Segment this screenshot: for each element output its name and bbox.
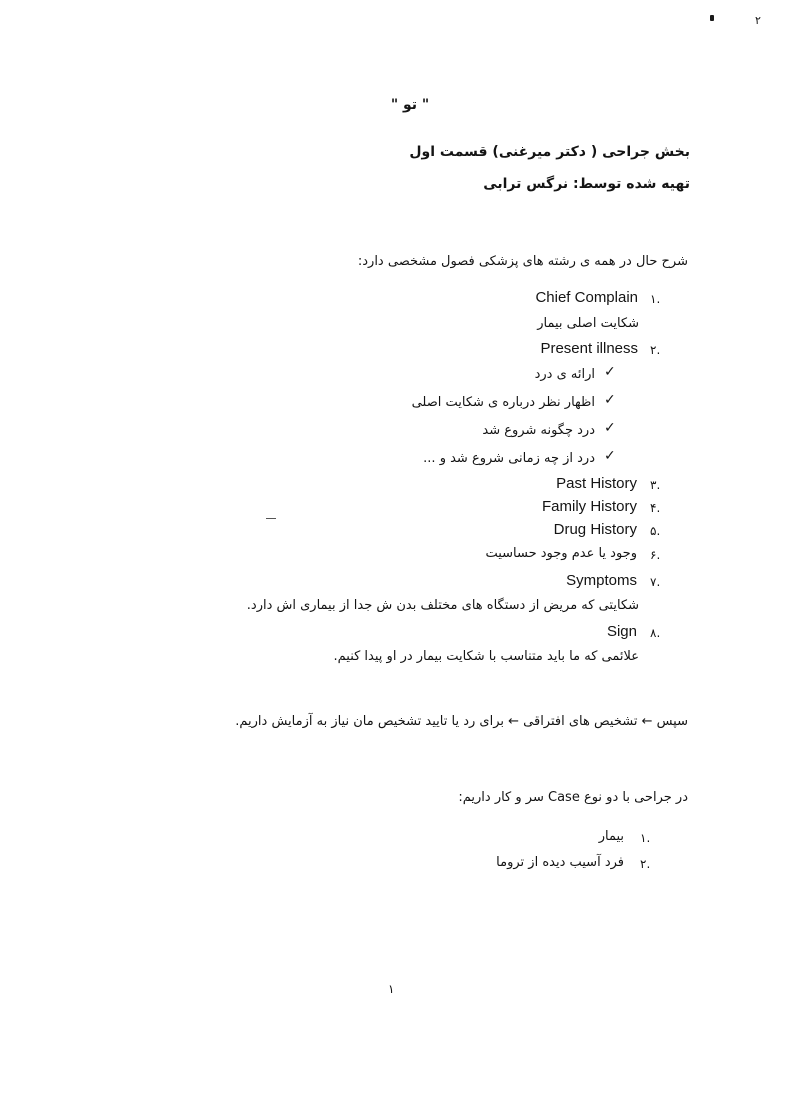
- case-item-text: بیمار: [598, 829, 624, 844]
- list-item-number: ١.: [650, 292, 661, 306]
- list-item-number: ۶.: [650, 548, 661, 562]
- list-item-number: ٨.: [650, 626, 661, 640]
- check-item-text: ارائه ی درد: [534, 367, 595, 382]
- list-item-number: ۵.: [650, 524, 661, 538]
- diagnosis-flow-text: سپس ← تشخیص های افتراقی ← برای رد یا تایید تشخیص مان نیاز به آزمایش داریم.: [235, 714, 688, 729]
- page-title: بخش جراحی ( دکتر میرغنی) قسمت اول: [409, 144, 690, 160]
- list-item-label: Chief Complain: [535, 289, 638, 306]
- corner-page-mark: ٢: [755, 14, 761, 27]
- section-tag: " تو ": [390, 97, 430, 113]
- list-item-note: شکایتی که مریض از دستگاه های مختلف بدن ش جدا از بیماری اش دارد.: [246, 598, 639, 613]
- scan-mark: [710, 15, 714, 21]
- list-item-label: Drug History: [553, 521, 637, 538]
- page-number: ١: [388, 982, 395, 996]
- check-icon: ✓: [604, 448, 616, 464]
- case-intro-text: در جراحی با دو نوع Case سر و کار داریم:: [458, 790, 688, 805]
- list-item-number: ۴.: [650, 501, 661, 515]
- check-item-text: درد چگونه شروع شد: [482, 423, 595, 438]
- list-item-label: وجود یا عدم وجود حساسیت: [485, 546, 637, 561]
- list-item-number: ٣.: [650, 478, 661, 492]
- case-item-text: فرد آسیب دیده از تروما: [496, 855, 624, 870]
- check-icon: ✓: [604, 420, 616, 436]
- check-icon: ✓: [604, 364, 616, 380]
- list-item-number: ٧.: [650, 575, 661, 589]
- check-item-text: درد از چه زمانی شروع شد و ...: [423, 451, 595, 466]
- list-item-label: Sign: [606, 623, 637, 640]
- list-item-label: Present illness: [540, 340, 638, 357]
- list-item-label: Symptoms: [566, 572, 637, 589]
- case-item-number: ٢.: [640, 857, 651, 871]
- check-icon: ✓: [604, 392, 616, 408]
- check-item-text: اظهار نظر درباره ی شکایت اصلی: [411, 395, 595, 410]
- list-item-note: علائمی که ما باید متناسب با شکایت بیمار در او پیدا کنیم.: [333, 649, 639, 664]
- case-item-number: ١.: [640, 831, 651, 845]
- list-item-number: ٢.: [650, 343, 661, 357]
- list-item-note: شکایت اصلی بیمار: [537, 316, 639, 331]
- scan-speck: [266, 518, 276, 519]
- list-item-label: Past History: [556, 475, 637, 492]
- author-line: تهیه شده توسط: نرگس ترابی: [483, 176, 690, 192]
- list-item-label: Family History: [541, 498, 637, 515]
- intro-text: شرح حال در همه ی رشته های پزشکی فصول مشخصی دارد:: [357, 254, 688, 269]
